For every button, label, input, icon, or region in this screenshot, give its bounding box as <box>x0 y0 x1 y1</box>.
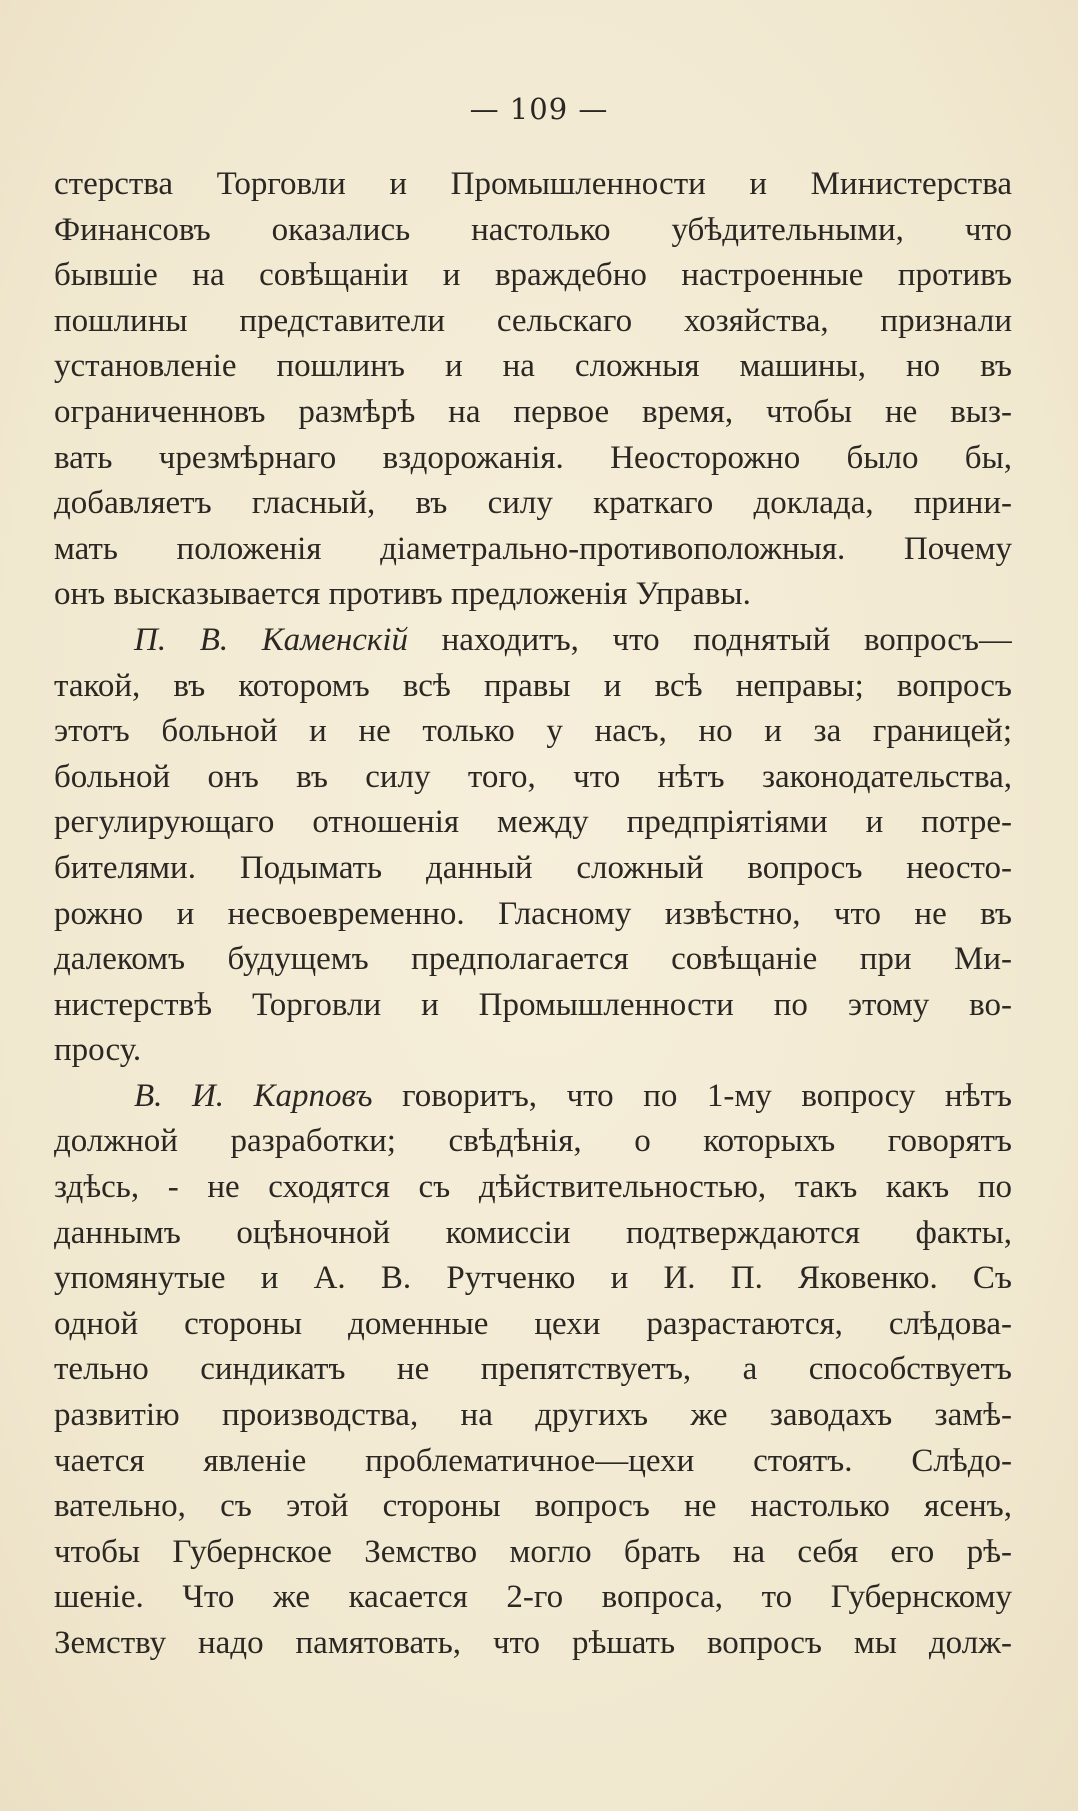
text-line: чтобы Губернское Земство могло брать на себя его рѣ- <box>54 1533 1012 1570</box>
text-line: бывшіе на совѣщаніи и враждебно настроенные противъ <box>54 257 1012 294</box>
paragraph-start <box>54 618 1012 664</box>
body-text <box>54 162 1012 1667</box>
text-line: чается явленіе проблематичное—цехи стоятъ. Слѣдо- <box>54 1442 1012 1479</box>
text-line: такой, въ которомъ всѣ правы и всѣ неправы; вопросъ <box>54 667 1012 704</box>
text-line: регулирующаго отношенія между предпріятіями и потре- <box>54 804 1012 841</box>
text-line: вательно, съ этой стороны вопросъ не настолько ясенъ, <box>54 1488 1012 1525</box>
text-line: установленіе пошлинъ и на сложныя машины, но въ <box>54 348 1012 385</box>
text-line: бителями. Подымать данный сложный вопросъ неосто- <box>54 849 1012 886</box>
text-line: ограниченновъ размѣрѣ на первое время, чтобы не выз- <box>54 393 1012 430</box>
text-line: стерства Торговли и Промышленности и Министерства <box>54 166 1012 202</box>
text-line: должной разработки; свѣдѣнія, о которыхъ говорятъ <box>54 1123 1012 1160</box>
page-number: — 109 — <box>469 92 609 126</box>
text-line: больной онъ въ силу того, что нѣтъ законодательства, <box>54 758 1012 795</box>
text-line: вать чрезмѣрнаго вздорожанія. Неосторожно было бы, <box>54 439 1012 476</box>
text-line: пошлины представители сельскаго хозяйства, признали <box>54 302 1012 339</box>
speaker-name: П. В. Каменскій <box>134 621 408 658</box>
text-line: развитію производства, на другихъ же заводахъ замѣ- <box>54 1397 1012 1434</box>
text-line: здѣсь, - не сходятся съ дѣйствительностью, такъ какъ по <box>54 1169 1012 1206</box>
paragraph-start <box>54 1074 1012 1120</box>
text-line: даннымъ оцѣночной комиссіи подтверждаются факты, <box>54 1214 1012 1251</box>
text-line: добавляетъ гласный, въ силу краткаго доклада, прини- <box>54 485 1012 522</box>
text-line: тельно синдикатъ не препятствуетъ, а способствуетъ <box>54 1351 1012 1388</box>
text-line: нистерствѣ Торговли и Промышленности по этому во- <box>54 986 1012 1023</box>
text-line: мать положенія діаметрально-противоположныя. Почему <box>54 530 1012 567</box>
text-line: одной стороны доменные цехи разрастаются, слѣдова- <box>54 1305 1012 1342</box>
text-line: упомянутые и А. В. Рутченко и И. П. Яковенко. Съ <box>54 1260 1012 1297</box>
text-line: шеніе. Что же касается 2-го вопроса, то Губернскому <box>54 1579 1012 1616</box>
text-line: этотъ больной и не только у насъ, но и за границей; <box>54 713 1012 750</box>
paragraph-text: находитъ, что поднятый вопросъ— <box>407 621 1012 658</box>
text-line: просу. <box>54 1032 142 1069</box>
text-line: онъ высказывается противъ предложенія Управы. <box>54 576 751 613</box>
speaker-name: В. И. Карповъ <box>134 1077 373 1114</box>
text-line: Земству надо памятовать, что рѣшать вопросъ мы долж- <box>54 1625 1012 1661</box>
paragraph-text: говоритъ, что по 1-му вопросу нѣтъ <box>372 1077 1012 1114</box>
text-line: Финансовъ оказались настолько убѣдительными, что <box>54 211 1012 248</box>
text-line: далекомъ будущемъ предполагается совѣщаніе при Ми- <box>54 941 1012 978</box>
text-line: рожно и несвоевременно. Гласному извѣстно, что не въ <box>54 895 1012 932</box>
